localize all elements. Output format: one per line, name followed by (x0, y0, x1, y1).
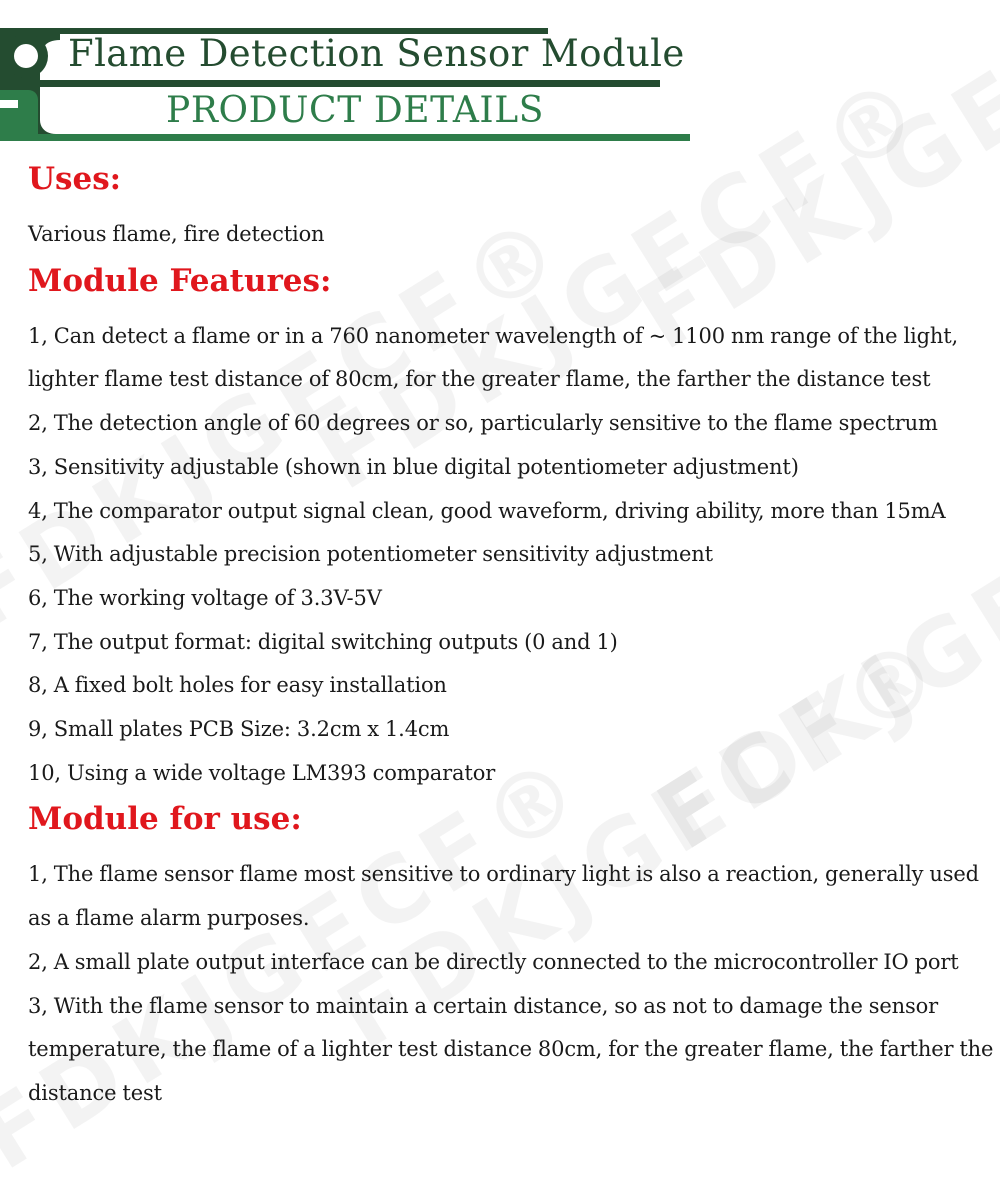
list-item: 3, With the flame sensor to maintain a certain distance, so as not to damage the sensor temperature, the flame of a lighter test distance 80cm, for the greater flame, the farther the distance test (28, 993, 994, 1105)
list-item: 3, Sensitivity adjustable (shown in blue digital potentiometer adjustment) (28, 454, 799, 479)
module-use-list (28, 853, 996, 1115)
uses-text: Various flame, fire detection (28, 222, 325, 246)
list-item: 5, With adjustable precision potentiometer sensitivity adjustment (28, 542, 713, 567)
features-heading: Module Features: (28, 262, 332, 299)
page-title: Flame Detection Sensor Module (68, 32, 685, 75)
list-item: 1, Can detect a flame or in a 760 nanometer wavelength of ~ 1100 nm range of the light, lighter flame test distance of 80cm, for the greater flame, the farther the distance test (28, 323, 959, 392)
list-item: 2, A small plate output interface can be directly connected to the microcontroller IO port (28, 949, 959, 974)
list-item: 6, The working voltage of 3.3V-5V (28, 585, 382, 610)
content (28, 150, 996, 1116)
list-item: 8, A fixed bolt holes for easy installation (28, 673, 447, 698)
list-item: 4, The comparator output signal clean, good waveform, driving ability, more than 15mA (28, 498, 946, 523)
features-list (28, 315, 996, 796)
page-subtitle: PRODUCT DETAILS (166, 90, 545, 131)
module-use-heading: Module for use: (28, 801, 302, 838)
uses-heading: Uses: (28, 161, 122, 197)
list-item: 7, The output format: digital switching outputs (0 and 1) (28, 629, 618, 654)
list-item: 2, The detection angle of 60 degrees or so, particularly sensitive to the flame spectrum (28, 411, 938, 436)
list-item: 9, Small plates PCB Size: 3.2cm x 1.4cm (28, 717, 450, 742)
list-item: 10, Using a wide voltage LM393 comparator (28, 760, 496, 785)
header-banner (0, 0, 700, 150)
list-item: 1, The flame sensor flame most sensitive to ordinary light is also a reaction, generally used as a flame alarm purposes. (28, 862, 979, 931)
